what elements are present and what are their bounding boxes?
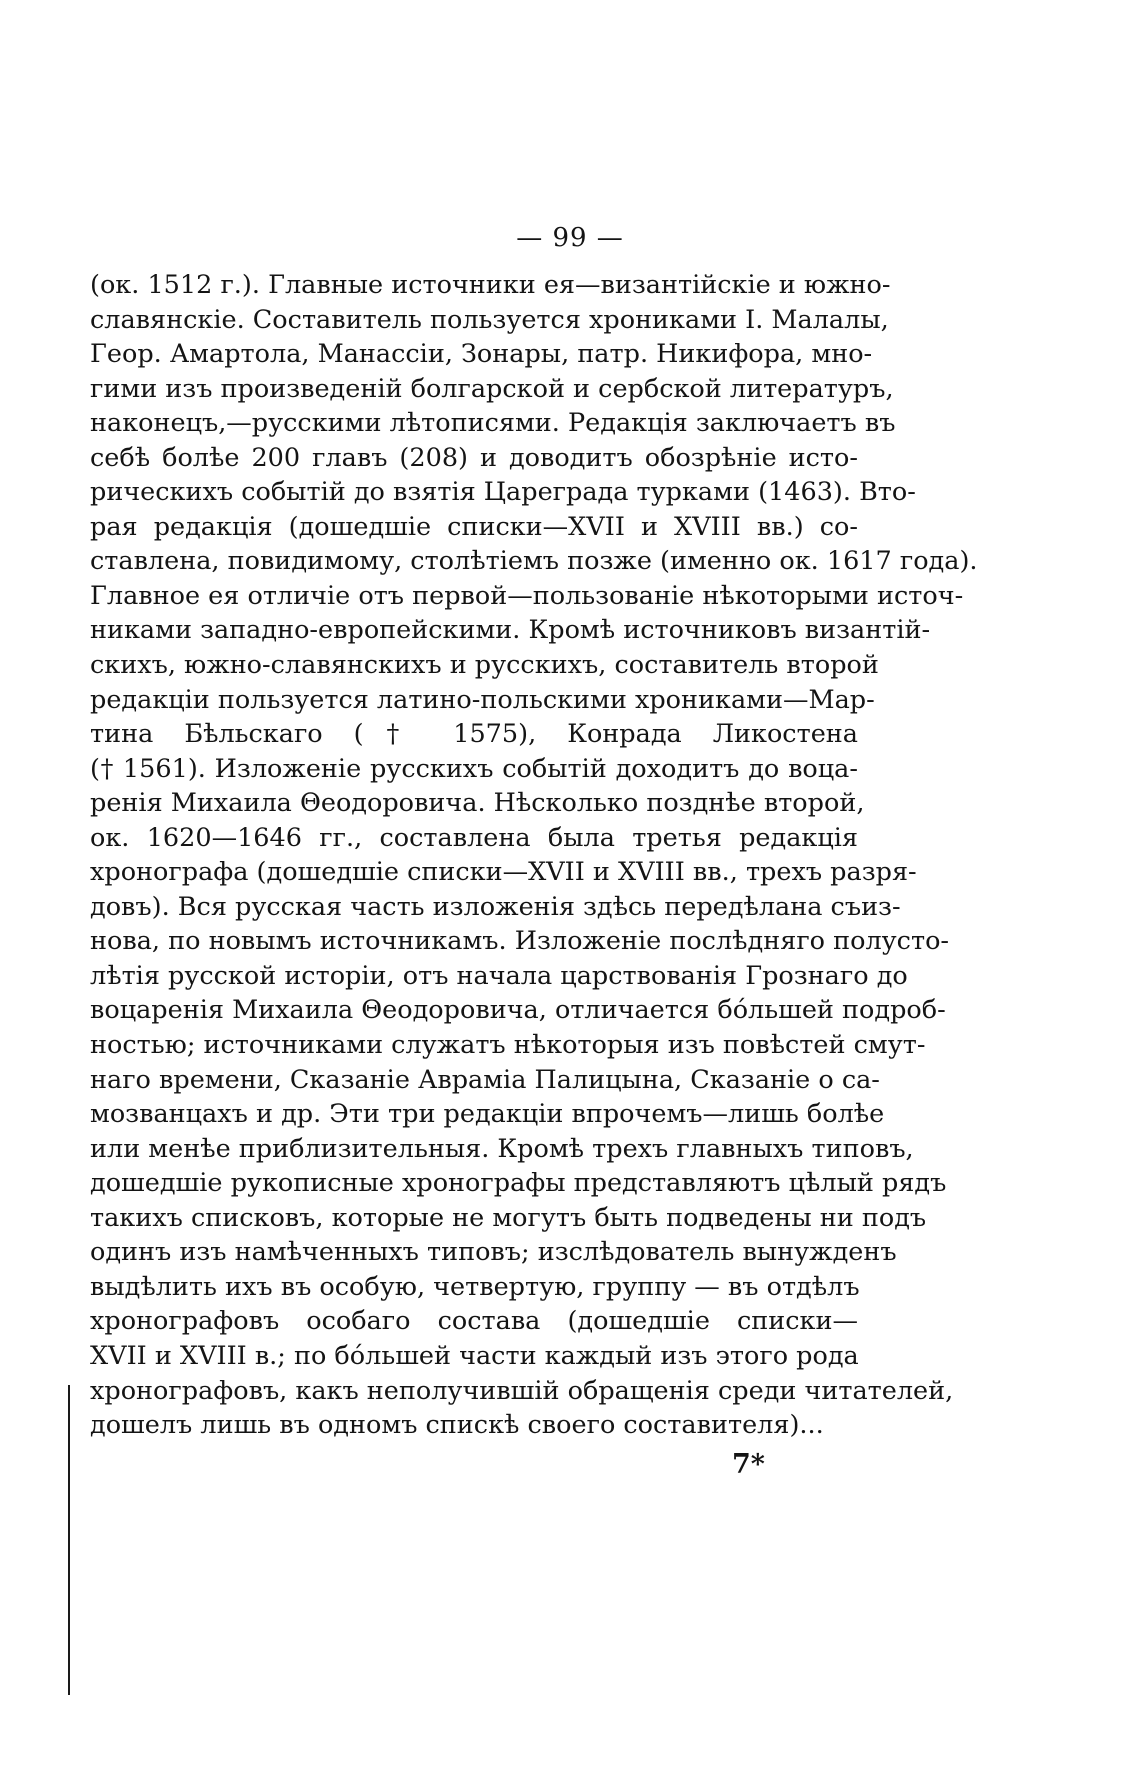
text-line: никами западно-европейскими. Кромѣ источниковъ византій- (90, 615, 931, 646)
text-line: одинъ изъ намѣченныхъ типовъ; изслѣдователь вынужденъ (90, 1237, 897, 1268)
text-line: редакціи пользуется латино-польскими хрониками—Мар- (90, 684, 875, 715)
text-line: гими изъ произведеній болгарской и сербской литературъ, (90, 373, 894, 404)
text-line: скихъ, южно-славянскихъ и русскихъ, составитель второй (90, 650, 879, 681)
text-line: или менѣе приблизительныя. Кромѣ трехъ главныхъ типовъ, (90, 1133, 914, 1164)
page-number: — 99 — (516, 223, 624, 253)
text-line: себѣ болѣе 200 главъ (208) и доводитъ обозрѣніе исто- (90, 442, 858, 473)
text-line: рая редакція (дошедшіе списки—XVII и XVIII вв.) со- (90, 511, 858, 542)
text-line: хронографовъ особаго состава (дошедшіе списки— (90, 1306, 858, 1337)
text-line: наго времени, Сказаніе Авраміа Палицына, Сказаніе о са- (90, 1064, 880, 1095)
text-line: ок. 1620—1646 гг., составлена была третья редакція (90, 822, 858, 853)
text-line: нова, по новымъ источникамъ. Изложеніе послѣдняго полусто- (90, 926, 950, 957)
text-line: ностью; источниками служатъ нѣкоторыя изъ повѣстей смут- (90, 1030, 926, 1061)
text-line: выдѣлить ихъ въ особую, четвертую, группу — въ отдѣлъ (90, 1271, 860, 1302)
body-text (90, 268, 978, 1443)
text-line: наконецъ,—русскими лѣтописями. Редакція заключаетъ въ (90, 408, 896, 439)
page-edge-rule (68, 1385, 70, 1695)
text-line: дошелъ лишь въ одномъ спискѣ своего составителя)... (90, 1410, 824, 1441)
text-line: Главное ея отличіе отъ первой—пользованіе нѣкоторыми источ- (90, 580, 964, 611)
text-line: ставлена, повидимому, столѣтіемъ позже (именно ок. 1617 года). (90, 546, 978, 577)
text-line: († 1561). Изложеніе русскихъ событій доходитъ до воца- (90, 753, 858, 784)
text-line: мозванцахъ и др. Эти три редакціи впрочемъ—лишь болѣе (90, 1099, 885, 1130)
text-line: хронографовъ, какъ неполучившій обращенія среди читателей, (90, 1375, 954, 1406)
signature-mark: 7* (732, 1449, 765, 1480)
text-line: XVII и XVIII в.; по бóльшей части каждый изъ этого рода (90, 1340, 859, 1371)
text-line: такихъ списковъ, которые не могутъ быть подведены ни подъ (90, 1202, 927, 1233)
text-line: Геор. Амартола, Манассіи, Зонары, патр. Никифора, мно- (90, 339, 873, 370)
text-line: рическихъ событій до взятія Цареграда турками (1463). Вто- (90, 477, 916, 508)
text-line: тина Бѣльскаго († 1575), Конрада Ликостена (90, 719, 858, 750)
text-line: хронографа (дошедшіе списки—XVII и XVIII вв., трехъ разря- (90, 857, 917, 888)
text-line: воцаренія Михаила Θеодоровича, отличается бóльшей подроб- (90, 995, 946, 1026)
text-line: лѣтія русской исторіи, отъ начала царствованія Грознаго до (90, 960, 908, 991)
text-line: (ок. 1512 г.). Главные источники ея—византійскіе и южно- (90, 270, 891, 300)
text-line: ренія Михаила Θеодоровича. Нѣсколько позднѣе второй, (90, 788, 865, 819)
text-line: дошедшіе рукописные хронографы представляютъ цѣлый рядъ (90, 1168, 947, 1199)
text-line: довъ). Вся русская часть изложенія здѣсь передѣлана съиз- (90, 891, 901, 922)
text-line: славянскіе. Составитель пользуется хрониками І. Малалы, (90, 304, 889, 335)
